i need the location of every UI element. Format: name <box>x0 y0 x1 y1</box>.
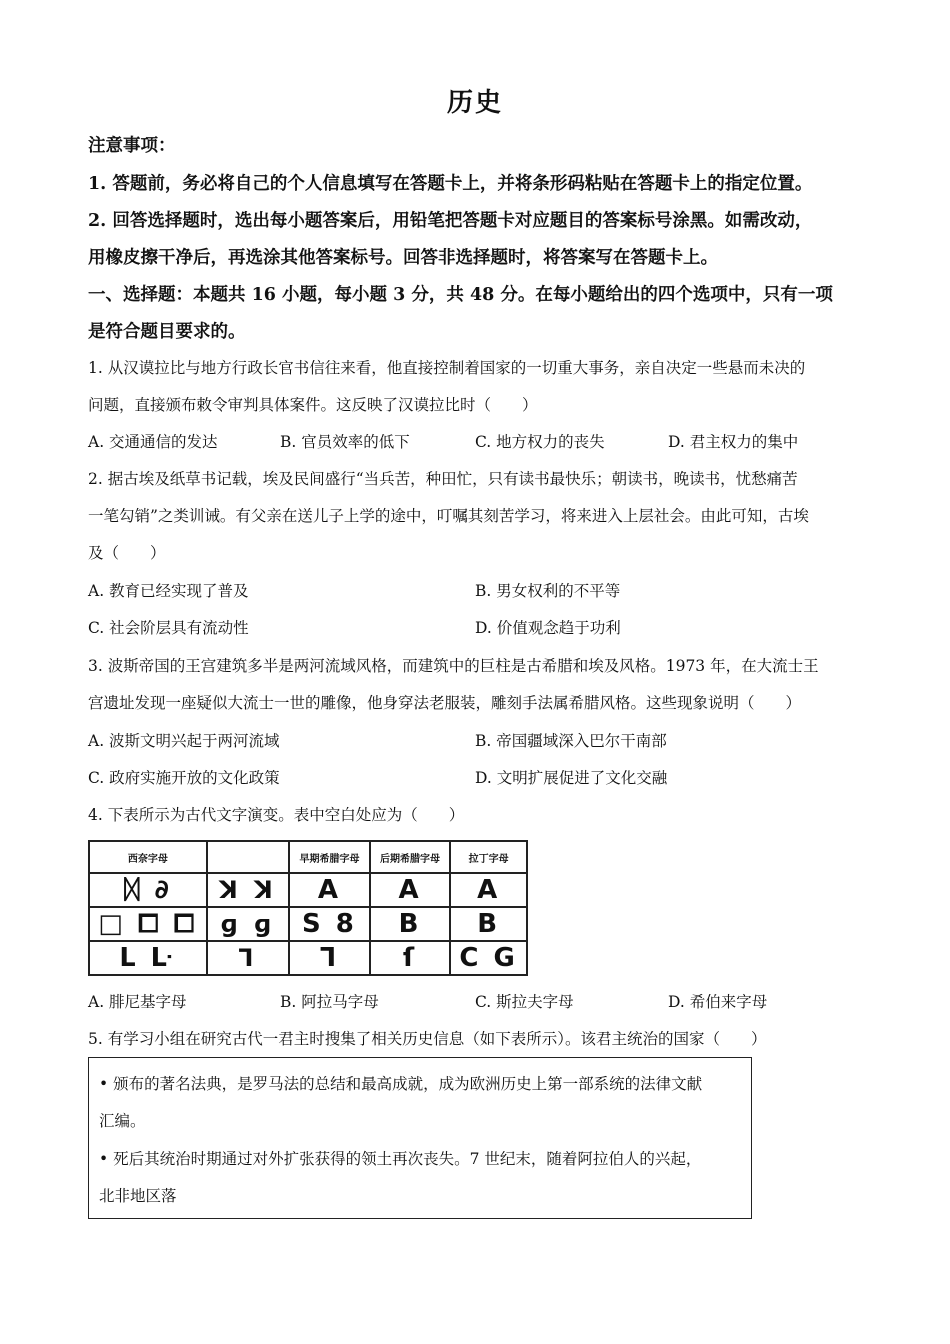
table-header-cell-blank <box>207 841 289 873</box>
table-cell: B <box>370 907 451 941</box>
table-cell: ſ <box>370 941 451 975</box>
q2-option-b[interactable]: B. 男女权利的不平等 <box>475 582 621 600</box>
q1-option-d[interactable]: D. 君主权力的集中 <box>668 433 799 451</box>
q2-option-a[interactable]: A. 教育已经实现了普及 <box>88 582 249 600</box>
section-heading-line-2: 是符合题目要求的。 <box>88 322 246 342</box>
notice-heading: 注意事项： <box>88 136 176 156</box>
table-row <box>89 873 527 907</box>
table-cell: ɡ ɡ <box>207 907 289 941</box>
info-box <box>88 1057 752 1219</box>
table-cell: A <box>370 873 451 907</box>
question-2-line-1: 2. 据古埃及纸草书记载，埃及民间盛行“当兵苦，种田忙，只有读书最快乐；朝读书，晚读书，忧愁痛苦 <box>88 470 798 488</box>
table-cell: ᛞ ∂ <box>89 873 207 907</box>
info-bullet-1-line-2: 汇编。 <box>99 1112 146 1130</box>
q1-option-b[interactable]: B. 官员效率的低下 <box>280 433 410 451</box>
table-cell: ꓘ ꓘ <box>207 873 289 907</box>
info-bullet-2-line-2: 北非地区落 <box>99 1187 177 1205</box>
q3-option-a[interactable]: A. 波斯文明兴起于两河流域 <box>88 732 280 750</box>
q3-option-d[interactable]: D. 文明扩展促进了文化交融 <box>475 769 668 787</box>
info-bullet-2-line-1: • 死后其统治时期通过对外扩张获得的领土再次丧失。7 世纪末，随着阿拉伯人的兴起， <box>99 1150 702 1168</box>
q3-option-b[interactable]: B. 帝国疆域深入巴尔干南部 <box>475 732 667 750</box>
question-1-line-2: 问题，直接颁布敕令审判具体案件。这反映了汉谟拉比时（ ） <box>88 396 538 414</box>
question-3-line-2: 宫遗址发现一座疑似大流士一世的雕像，他身穿法老服装，雕刻手法属希腊风格。这些现象说明（ ） <box>88 694 802 712</box>
table-cell: A <box>289 873 370 907</box>
table-cell: ᒪ ᒷ <box>89 941 207 975</box>
question-5-line-1: 5. 有学习小组在研究古代一君主时搜集了相关历史信息（如下表所示）。该君主统治的国家（ ） <box>88 1030 767 1048</box>
table-row <box>89 941 527 975</box>
question-1-line-1: 1. 从汉谟拉比与地方行政长官书信往来看，他直接控制着国家的一切重大事务，亲自决定一些悬而未决的 <box>88 359 806 377</box>
q4-option-d[interactable]: D. 希伯来字母 <box>668 993 768 1011</box>
table-cell: C G <box>450 941 527 975</box>
table-row <box>89 907 527 941</box>
q1-option-c[interactable]: C. 地方权力的丧失 <box>475 433 605 451</box>
table-header-cell: 后期希腊字母 <box>370 841 451 873</box>
script-evolution-table <box>88 840 528 976</box>
section-heading-line-1: 一、选择题：本题共 16 小题，每小题 3 分，共 48 分。在每小题给出的四个选项中，只有一项 <box>88 285 833 305</box>
question-4-line-1: 4. 下表所示为古代文字演变。表中空白处应为（ ） <box>88 806 465 824</box>
question-2-line-2: 一笔勾销”之类训诫。有父亲在送儿子上学的途中，叮嘱其刻苦学习，将来进入上层社会。由此可知，古埃 <box>88 507 809 525</box>
table-header-cell: 早期希腊字母 <box>289 841 370 873</box>
table-cell: S 8 <box>289 907 370 941</box>
table-cell: □ ⧠ ⧠ <box>89 907 207 941</box>
q1-option-a[interactable]: A. 交通通信的发达 <box>88 433 218 451</box>
q3-option-c[interactable]: C. 政府实施开放的文化政策 <box>88 769 280 787</box>
q2-option-d[interactable]: D. 价值观念趋于功利 <box>475 619 621 637</box>
table-cell: ᒣ <box>207 941 289 975</box>
question-3-line-1: 3. 波斯帝国的王宫建筑多半是两河流域风格，而建筑中的巨柱是古希腊和埃及风格。1973 年，在大流士王 <box>88 657 819 675</box>
table-cell: B <box>450 907 527 941</box>
q4-option-a[interactable]: A. 腓尼基字母 <box>88 993 187 1011</box>
q4-option-b[interactable]: B. 阿拉马字母 <box>280 993 379 1011</box>
table-cell: ᒣ <box>289 941 370 975</box>
table-header-cell: 拉丁字母 <box>450 841 527 873</box>
table-header-row <box>89 841 527 873</box>
table-cell: A <box>450 873 527 907</box>
notice-item-2-line-2: 用橡皮擦干净后，再选涂其他答案标号。回答非选择题时，将答案写在答题卡上。 <box>88 248 718 268</box>
notice-item-2-line-1: 2. 回答选择题时，选出每小题答案后，用铅笔把答题卡对应题目的答案标号涂黑。如需改动， <box>88 211 813 231</box>
info-bullet-1-line-1: • 颁布的著名法典，是罗马法的总结和最高成就，成为欧洲历史上第一部系统的法律文献 <box>99 1075 703 1093</box>
notice-item-1: 1. 答题前，务必将自己的个人信息填写在答题卡上，并将条形码粘贴在答题卡上的指定位置。 <box>88 174 813 194</box>
table-header-cell: 西奈字母 <box>89 841 207 873</box>
q2-option-c[interactable]: C. 社会阶层具有流动性 <box>88 619 249 637</box>
question-2-line-3: 及（ ） <box>88 544 166 562</box>
page-title: 历史 <box>446 88 503 118</box>
q4-option-c[interactable]: C. 斯拉夫字母 <box>475 993 574 1011</box>
